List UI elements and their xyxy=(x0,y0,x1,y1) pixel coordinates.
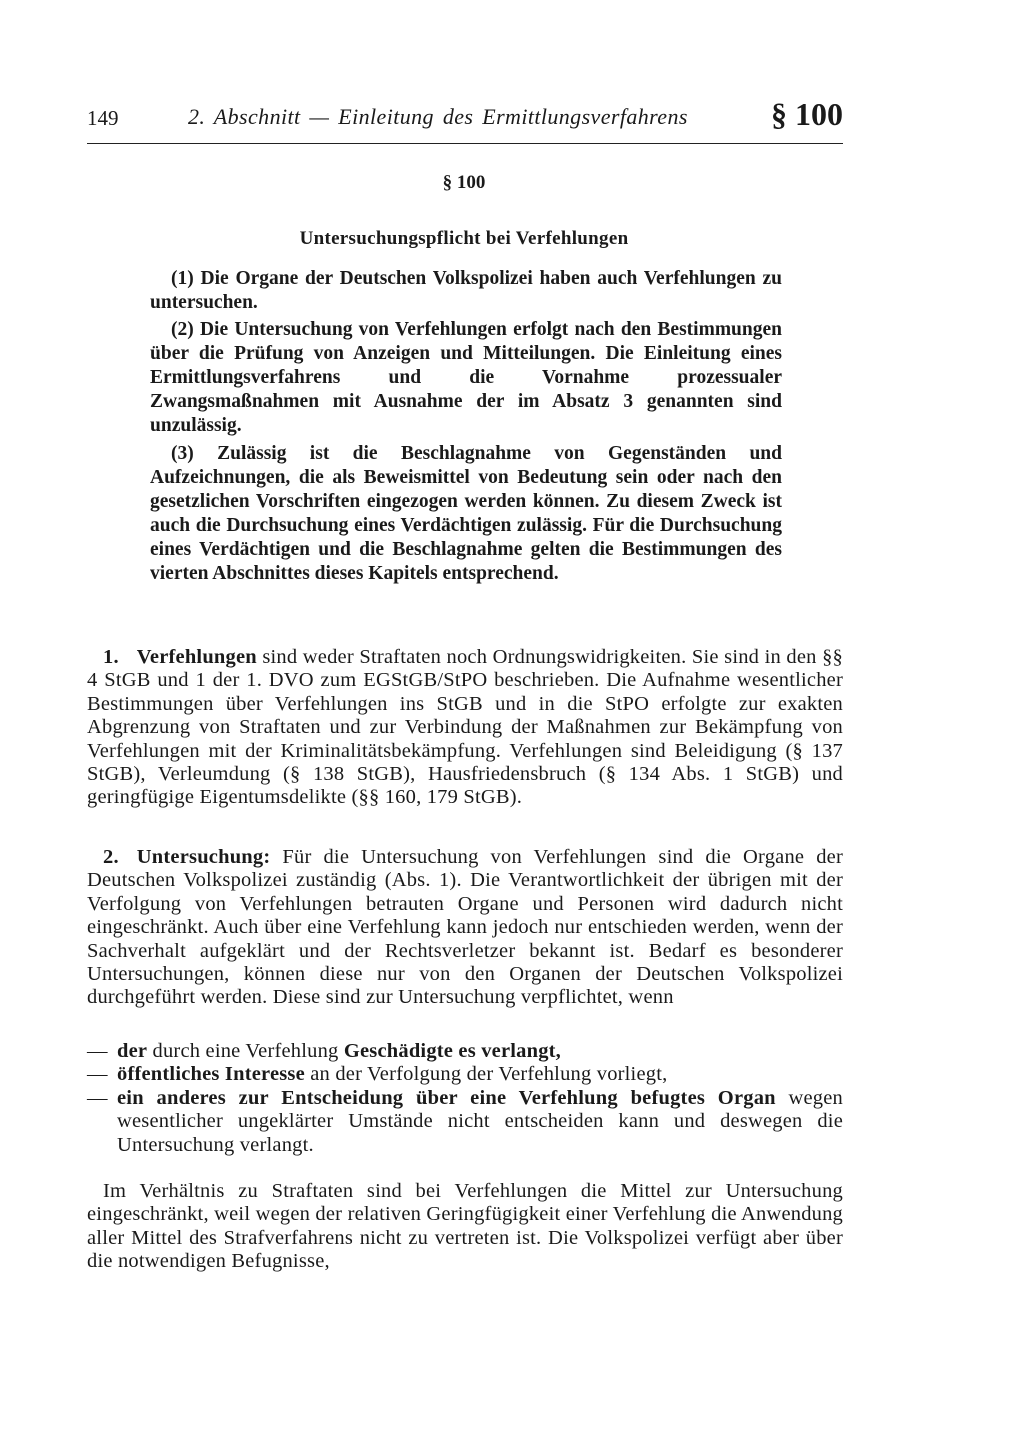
dash-marker: — xyxy=(87,1063,108,1086)
note-2-term: Untersuchung: xyxy=(136,846,271,868)
law-paragraph-3 xyxy=(150,442,782,589)
commentary-note-1-text xyxy=(87,646,843,810)
header-section-mark: § 100 xyxy=(771,96,843,132)
commentary-continuation xyxy=(87,1180,843,1274)
note-1-term: Verfehlungen xyxy=(136,646,257,668)
page-header xyxy=(87,96,843,140)
condition-3-rest: wegen wesentlicher ungeklärter Umstände nicht entscheiden kann und deswegen die Untersuchung verlangt. xyxy=(117,1086,843,1156)
condition-1-mid: durch eine Verfehlung xyxy=(147,1040,344,1062)
law-paragraph-1 xyxy=(150,267,782,318)
page-number: 149 xyxy=(87,106,119,130)
condition-item xyxy=(87,1040,843,1063)
continuation-text: Im Verhältnis zu Straftaten sind bei Verfehlungen die Mittel zur Untersuchung eingeschränkt, weil wegen der relativen Geringfügigkeit einer Verfehlung die Anwendung aller Mittel des Strafverfahrens nicht zu vertreten ist. Die Volkspolizei verfügt aber über die notwendigen Befugnisse, xyxy=(87,1180,843,1273)
law-paragraph-3-text: (3) Zulässig ist die Beschlagnahme von Gegenständen und Aufzeichnungen, die als Beweismittel von Bedeutung sein oder nach den gesetzlichen Vorschriften eingezogen werden können. Zu diesem Zweck ist auch die Durchsuchung eines Verdächtigen zulässig. Für die Durchsuchung eines Verdächtigen und die Beschlagnahme gelten die Bestimmungen des vierten Abschnittes dieses Kapitels entsprechend. xyxy=(150,443,782,584)
note-2-body: Für die Untersuchung von Verfehlungen sind die Organe der Deutschen Volkspolizei zuständig (Abs. 1). Die Verantwortlichkeit der übrigen mit der Verfolgung von Verfehlungen betrauten Organe und Personen wird dadurch nicht eingeschränkt. Auch über eine Verfehlung kann jedoch nur entschieden werden, wenn der Sachverhalt aufgeklärt und der Rechtsverletzer bekannt ist. Bedarf es besonderer Untersuchungen, können diese nur von den Organen der Deutschen Volkspolizei durchgeführt werden. Diese sind zur Untersuchung verpflichtet, wenn xyxy=(87,846,843,1009)
header-rule xyxy=(87,143,843,144)
condition-item xyxy=(87,1063,843,1086)
running-title: 2. Abschnitt — Einleitung des Ermittlungsverfahrens xyxy=(188,104,688,129)
dash-marker: — xyxy=(87,1086,108,1109)
commentary-note-2-text xyxy=(87,846,843,1010)
condition-list xyxy=(87,1040,843,1157)
condition-3-lead: ein anderes zur Entscheidung über eine Verfehlung befugtes Organ xyxy=(117,1086,776,1109)
note-1-number: 1. xyxy=(103,646,119,668)
law-paragraph-2 xyxy=(150,318,782,441)
note-1-body: sind weder Straftaten noch Ordnungswidrigkeiten. Sie sind in den §§ 4 StGB und 1 der 1. DVO zum EGStGB/StPO beschrieben. Die Aufnahme wesentlicher Bestimmungen über Verfehlungen ins StGB und in die StPO erfolgte zur exakten Abgrenzung von Straftaten und zur Verbindung der Maßnahmen zur Bekämpfung von Verfehlungen mit der Kriminalitätsbekämpfung. Verfehlungen sind Beleidigung (§ 137 StGB), Verleumdung (§ 138 StGB), Hausfriedensbruch (§ 134 Abs. 1 StGB) und geringfügige Eigentumsdelikte (§§ 160, 179 StGB). xyxy=(87,646,843,809)
condition-1-lead: der xyxy=(117,1040,148,1062)
section-number: § 100 xyxy=(442,172,486,193)
section-title: Untersuchungspflicht bei Verfehlungen xyxy=(299,228,629,249)
commentary-note-2 xyxy=(87,846,843,1010)
condition-1-end: Geschädigte es verlangt, xyxy=(343,1040,562,1062)
condition-2-rest: an der Verfolgung der Verfehlung vorliegt, xyxy=(304,1063,668,1086)
law-paragraph-1-text: (1) Die Organe der Deutschen Volkspolizei haben auch Verfehlungen zu untersuchen. xyxy=(150,268,782,313)
condition-item xyxy=(87,1087,843,1157)
commentary-note-1 xyxy=(87,646,843,810)
note-2-number: 2. xyxy=(103,846,119,868)
condition-2-lead: öffentliches Interesse xyxy=(117,1063,305,1086)
law-paragraph-2-text: (2) Die Untersuchung von Verfehlungen erfolgt nach den Bestimmungen über die Prüfung von Anzeigen und Mitteilungen. Die Einleitung eines Ermittlungsverfahrens und die Vornahme prozessualer Zwangsmaßnahmen mit Ausnahme der im Absatz 3 genannten sind unzulässig. xyxy=(150,319,782,436)
dash-marker: — xyxy=(87,1040,108,1062)
